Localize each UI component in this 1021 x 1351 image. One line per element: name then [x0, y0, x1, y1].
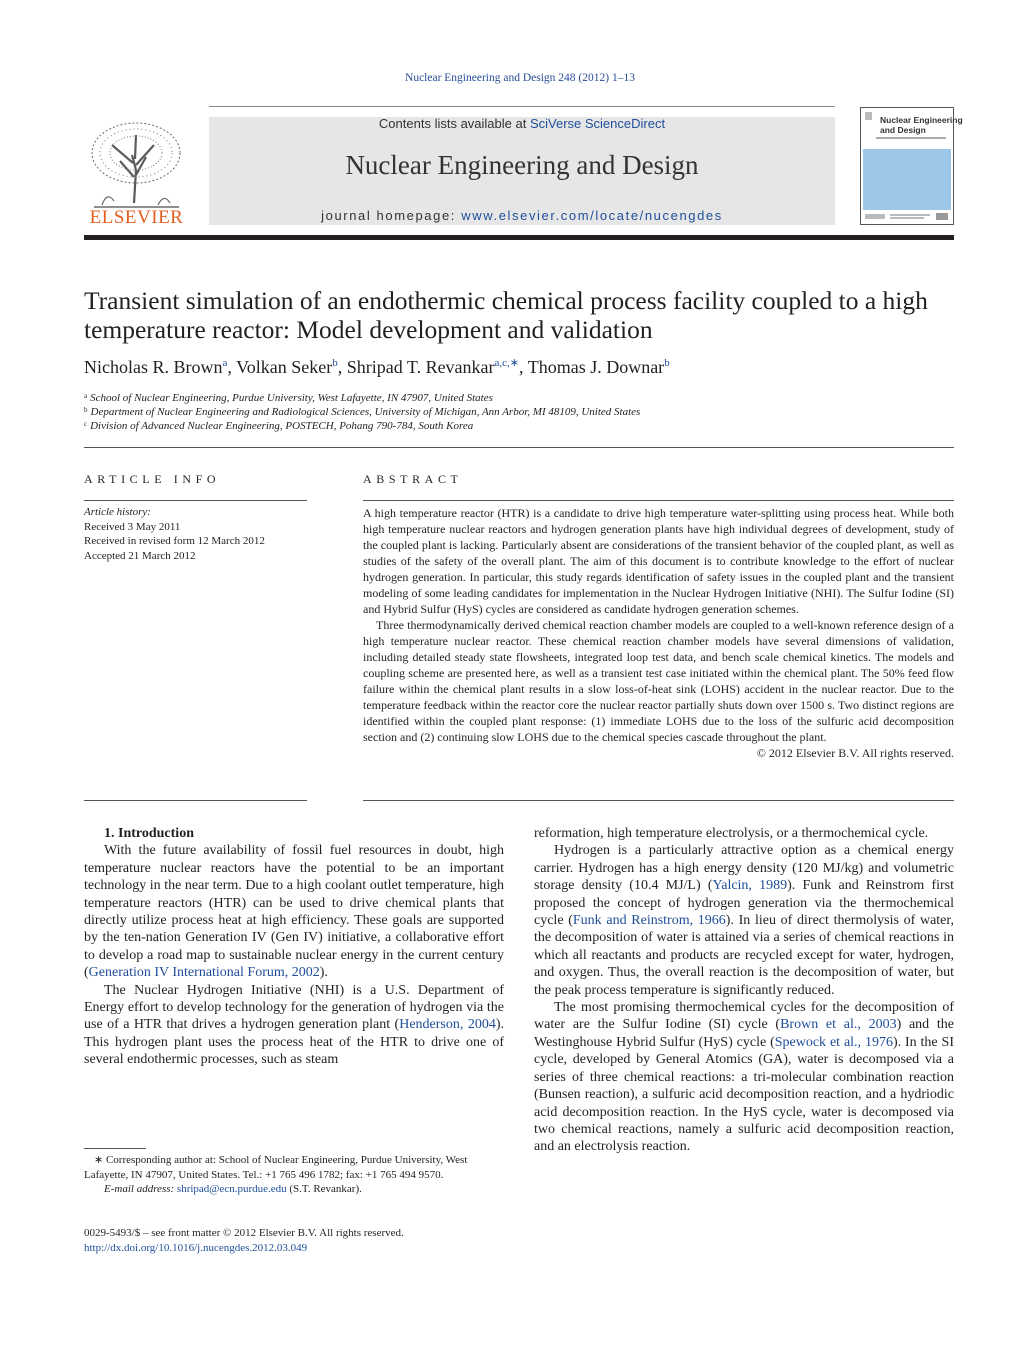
email-line — [84, 1182, 504, 1197]
abstract-heading: ABSTRACT — [363, 472, 463, 486]
paragraph-text: ). In lieu of direct thermolysis of water, the decomposition of water is attained via a series of chemical reactions in which all reactants and products are recycled except for water, hydrogen, and oxygen. Thus, the overall reaction is the decomposition of water, but the peak process temperature is significantly reduced. — [534, 913, 954, 998]
reference-link[interactable]: Spewock et al., 1976 — [774, 1034, 893, 1050]
paragraph-text: The most promising thermochemical cycles for the decomposition of water are the Sulfur Iodine (SI) cycle ( — [534, 1000, 954, 1033]
body-paragraph — [84, 842, 504, 981]
body-paragraph: reformation, high temperature electrolysis, or a thermochemical cycle. — [534, 826, 929, 841]
body-left-column — [84, 825, 504, 1069]
cover-title-line2: and Design — [880, 125, 926, 135]
author-list: Nicholas R. Brown$^a$, Volkan Seker$^b$, Shripad T. Revankar$^{a,c,∗}$, Thomas J. Downar$^b$ — [84, 357, 670, 377]
footnote — [84, 1153, 504, 1197]
corresponding-author-note: ∗ Corresponding author at: School of Nuclear Engineering, Purdue University, West Lafayette, IN 47907, United States. Tel.: +1 765 496 1782; fax: +1 765 494 9570. — [84, 1154, 468, 1181]
paragraph-text: ) and the Westinghouse Hybrid Sulfur (HyS) cycle ( — [534, 1017, 955, 1050]
article-history — [84, 505, 307, 563]
paragraph-text: ). — [319, 965, 328, 981]
affiliation-mark: a — [84, 392, 88, 400]
sciencedirect-link[interactable]: SciVerse ScienceDirect — [529, 116, 666, 131]
affiliation-text: School of Nuclear Engineering, Purdue University, West Lafayette, IN 47907, United States — [90, 392, 493, 404]
abstract-rule — [363, 500, 954, 501]
publisher-name: ELSEVIER — [89, 207, 184, 228]
history-label: Article history: — [84, 506, 151, 518]
homepage-line — [209, 208, 835, 223]
author-affiliation-mark[interactable]: b — [332, 357, 338, 369]
contents-line — [209, 116, 835, 131]
copyright-notice: © 2012 Elsevier B.V. All rights reserved. — [756, 746, 954, 760]
paragraph-text: ). This hydrogen plant uses the process heat of the HTR to drive one of several endothermic processes, such as steam — [84, 1017, 505, 1068]
homepage-prefix: journal homepage: — [321, 208, 462, 223]
affiliation — [84, 417, 954, 433]
paragraph-text: The Nuclear Hydrogen Initiative (NHI) is a U.S. Department of Energy effort to develop technology for the generation of hydrogen via the use of a HTR that drives a hydrogen generation plant ( — [84, 982, 504, 1033]
affiliation-text: Division of Advanced Nuclear Engineering, POSTECH, Pohang 790-784, South Korea — [90, 420, 474, 432]
author-name[interactable]: Thomas J. Downar — [527, 357, 665, 377]
abstract-bottom-rule — [363, 800, 954, 801]
paragraph-text: Hydrogen is a particularly attractive option as a chemical energy carrier. Hydrogen has a high energy density (120 MJ/kg) and volumetric storage density (10.4 MJ/L) ( — [534, 843, 954, 894]
issn-block — [84, 1226, 584, 1255]
affiliation-mark: b — [84, 406, 88, 414]
email-link[interactable]: shripad@ecn.purdue.edu — [176, 1183, 287, 1195]
article-info-heading: ARTICLE INFO — [84, 472, 221, 486]
article-info-bottom-rule — [84, 800, 307, 801]
body-paragraph — [534, 842, 954, 999]
body-right-column — [534, 825, 954, 1156]
header-heavy-rule — [84, 235, 954, 240]
doi-link[interactable]: http://dx.doi.org/10.1016/j.nucengdes.2012.03.049 — [84, 1241, 308, 1254]
author-name[interactable]: Nicholas R. Brown — [84, 357, 223, 377]
affiliation-mark: c — [84, 420, 88, 428]
abstract-paragraph: Three thermodynamically derived chemical reaction chamber models are coupled to a well-known reference design of a high temperature nuclear reactor. These chemical reaction chamber models have several dimensions of validation, including detailed steady state flowsheets, integrated loop test data, and bench scale chemical kinetics. The models and coupling scheme are presented here, as well as a transient test case initiated within the chemical plant. The 50% feed flow failure within the chemical plant results in a slow loss-of-heat sink (LOHS) accident in the nuclear reactor. Due to the temperature feedback within the reactor core the nuclear reactor partially shuts down over 1500 s. Two distinct regions are identified within the coupled plant response: (1) immediate LOHS due to the loss of the sulfuric acid decomposition section and (2) continuing slow LOHS due to the chemical species cascade throughout the plant. — [363, 618, 954, 744]
author-name[interactable]: Volkan Seker — [236, 357, 333, 377]
revised-date: Received in revised form 12 March 2012 — [84, 535, 265, 547]
author-affiliation-mark[interactable]: b — [664, 357, 670, 369]
body-paragraph — [84, 982, 504, 1069]
reference-link[interactable]: Yalcin, 1989 — [712, 878, 788, 894]
journal-cover[interactable] — [860, 107, 963, 225]
received-date: Received 3 May 2011 — [84, 520, 181, 533]
header-rule — [209, 106, 835, 107]
reference-link[interactable]: Henderson, 2004 — [399, 1017, 496, 1033]
homepage-link[interactable]: www.elsevier.com/locate/nucengdes — [461, 208, 723, 223]
elsevier-logo[interactable] — [84, 115, 189, 230]
paragraph-text: With the future availability of fossil fuel resources in doubt, high temperature nuclear reactors have the potential to be an important technology in the near term. Due to a high coolant outlet temperature, high temperature reactors (HTR) can be used to drive chemical plants that directly utilize process heat at high efficiency. These goals are supported by the ten-nation Generation IV (Gen IV) initiative, a collaborative effort to develop a road map to sustainable nuclear energy in the current century ( — [84, 843, 504, 981]
email-suffix: (S.T. Revankar). — [286, 1183, 362, 1195]
body-paragraph — [534, 999, 954, 1156]
author-affiliation-mark[interactable]: a — [222, 357, 228, 369]
reference-link[interactable]: Generation IV International Forum, 2002 — [88, 965, 320, 981]
cover-title-line1: Nuclear Engineering — [880, 115, 963, 125]
affiliation-text: Department of Nuclear Engineering and Radiological Sciences, University of Michigan, Ann Arbor, MI 48109, United States — [90, 406, 641, 418]
reference-link[interactable]: Brown et al., 2003 — [780, 1017, 897, 1033]
accepted-date: Accepted 21 March 2012 — [84, 549, 196, 562]
journal-citation[interactable]: Nuclear Engineering and Design 248 (2012) 1–13 — [405, 72, 635, 84]
abstract-body — [363, 505, 954, 761]
journal-title: Nuclear Engineering and Design — [345, 150, 699, 180]
abstract-paragraph: A high temperature reactor (HTR) is a candidate to drive high temperature water-splitting using process heat. While both high temperature nuclear reactors and hydrogen generation plants have high individual degrees of development, study of the coupled plant is lacking. Particularly absent are considerations of the transient behavior of the coupled plant, as well as studies of the safety of the overall plant. The aim of this document is to contribute knowledge to the effort of nuclear hydrogen generation. In particular, this study regards identification of safety issues in the coupled plant and the transient modeling of some leading candidates for implementation in the Nuclear Hydrogen Initiative (NHI). The Sulfur Iodine (SI) and Hybrid Sulfur (HyS) cycles are considered as candidate hydrogen generation schemes. — [363, 506, 954, 616]
author-affiliation-mark[interactable]: a,c,∗ — [494, 357, 520, 369]
paragraph-text: ). Funk and Reinstrom first proposed the concept of hydrogen generation via the thermochemical cycle ( — [534, 878, 954, 929]
reference-link[interactable]: Funk and Reinstrom, 1966 — [572, 913, 726, 929]
section-divider — [84, 447, 954, 448]
article-title: Transient simulation of an endothermic chemical process facility coupled to a high temperature reactor: Model development and validation — [84, 286, 928, 344]
paragraph-text: ). In the SI cycle, developed by General Atomics (GA), water is decomposed via a series of three chemical reactions: a tri-molecular combination reaction (Bunsen reaction), a sulfuric acid decomposition reaction, and a hydriodic acid decomposition reaction. In the HyS cycle, water is decomposed via two chemical reactions, namely a sulfuric acid decomposition reaction, and an electrolysis reaction. — [534, 1034, 954, 1155]
contents-prefix: Contents lists available at — [378, 116, 530, 131]
article-info-rule — [84, 500, 307, 501]
email-label: E-mail address: — [104, 1183, 177, 1195]
footnote-rule — [84, 1148, 146, 1149]
author-name[interactable]: Shripad T. Revankar — [346, 357, 495, 377]
issn-line: 0029-5493/$ – see front matter © 2012 Elsevier B.V. All rights reserved. — [84, 1227, 404, 1239]
section-heading: 1. Introduction — [104, 826, 194, 841]
